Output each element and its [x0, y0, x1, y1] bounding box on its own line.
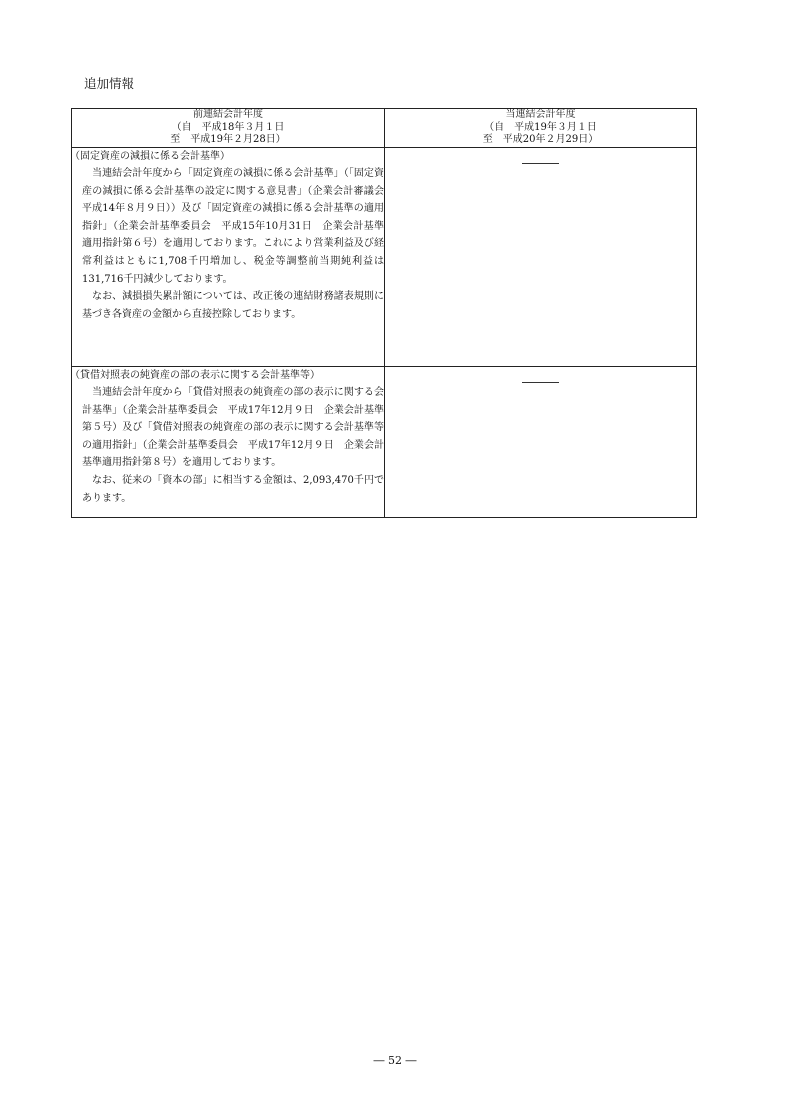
curr-year-label: 当連結会計年度 — [505, 109, 576, 120]
curr-year-cell — [385, 366, 697, 517]
header-row — [72, 109, 697, 148]
prev-year-cell — [72, 366, 385, 517]
item-paragraph: 当連結会計年度から「固定資産の減損に係る会計基準」（「固定資産の減損に係る会計基準の設定に関する意見書」（企業会計審議会 平成14年８月９日））及び「固定資産の減損に係る会計基準の適用指針」（企業会計基準委員会 平成15年10月31日 企業会計基準適用指針第６号）を適用しております。これにより営業利益及び経常利益はともに1,708千円増加し、税金等調整前当期純利益は131,716千円減少しております。 — [82, 168, 394, 285]
table-row — [72, 366, 697, 517]
page-number: ― 52 ― — [373, 1054, 417, 1067]
prev-year-from: （自 平成18年３月１日 — [171, 121, 285, 133]
curr-year-cell — [385, 147, 697, 366]
curr-year-header — [385, 109, 697, 148]
item-title: （貸借対照表の純資産の部の表示に関する会計基準等） — [70, 369, 320, 381]
prev-year-to: 至 平成19年２月28日） — [170, 134, 286, 145]
item-title: （固定資産の減損に係る会計基準） — [70, 150, 230, 162]
prev-year-header — [72, 109, 385, 148]
table-row — [72, 147, 697, 366]
curr-year-from: （自 平成19年３月１日 — [484, 121, 597, 133]
item-paragraph: なお、減損損失累計額については、改正後の連結財務諸表規則に基づき各資産の金額から直接控除しております。 — [82, 291, 384, 320]
none-indicator — [385, 367, 696, 383]
prev-year-label: 前連結会計年度 — [193, 109, 263, 120]
prev-year-cell — [70, 147, 394, 366]
dash-mark — [522, 382, 559, 383]
section-title: 追加情報 — [84, 76, 135, 91]
dash-mark — [522, 163, 559, 164]
curr-year-to: 至 平成20年２月29日） — [482, 134, 599, 145]
none-indicator — [385, 148, 696, 164]
item-paragraph: なお、従来の「資本の部」に相当する金額は、2,093,470千円であります。 — [82, 475, 384, 504]
item-paragraph: 当連結会計年度から「貸借対照表の純資産の部の表示に関する会計基準」（企業会計基準委員会 平成17年12月９日 企業会計基準第５号）及び「貸借対照表の純資産の部の表示に関する会計基準等の適用指針」（企業会計基準委員会 平成17年12月９日 企業会計基準適用指針第８号）を適用しております。 — [82, 387, 384, 469]
additional-info-table — [71, 108, 697, 518]
